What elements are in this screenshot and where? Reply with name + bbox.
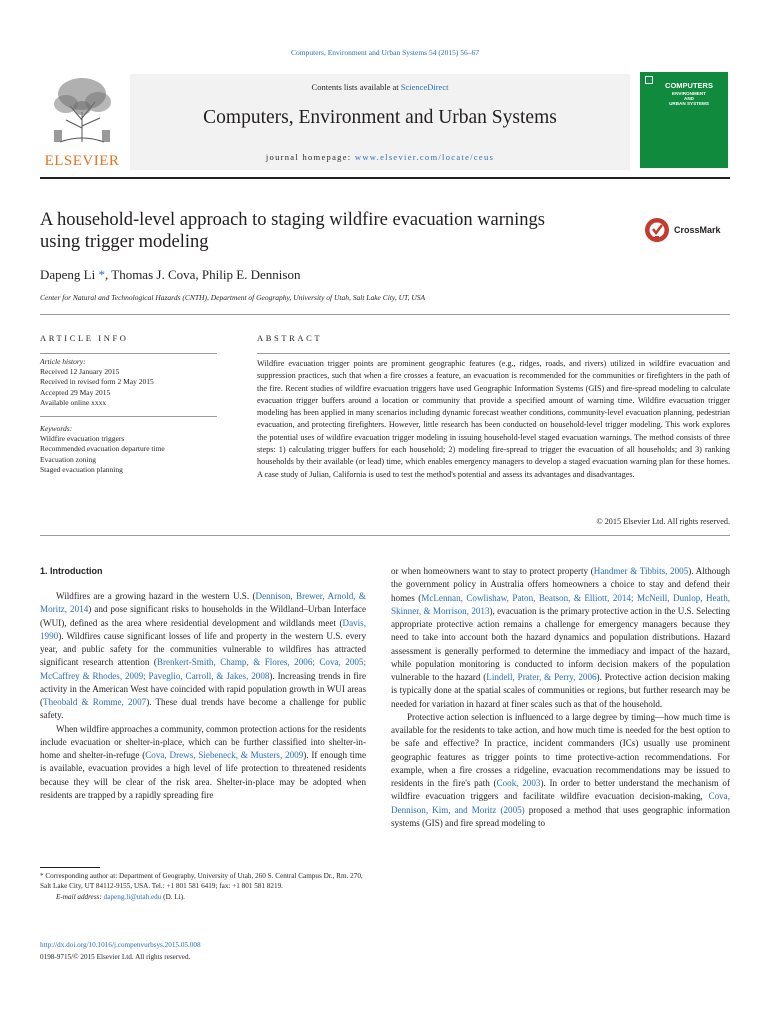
contents-prefix: Contents lists available at xyxy=(311,82,401,92)
journal-title: Computers, Environment and Urban Systems xyxy=(203,107,557,128)
journal-cover-thumbnail[interactable] xyxy=(640,72,728,168)
citation-link[interactable]: Dennison, Brewer, Arnold, & Moritz, 2014 xyxy=(40,591,367,615)
paragraph-text: When wildfire approaches a community, common protection actions for the residents include evacuation or shelter-in-place, which can be further classified into shelter-in-home and shelter-in-refuge ( xyxy=(40,723,366,760)
citation-link[interactable]: Handmer & Tibbits, 2005 xyxy=(593,566,689,576)
abstract-text: Wildfire evacuation trigger points are prominent geographic features (e.g., ridges, roads, and rivers) utilized in wildfire evacuation and suppression practices, such that when a fire crosses a feature, an evacuation is recommended for the communities or firefighters in the path of the fire. Recent studies of wildfire evacuation triggers have used Geographic Information Systems (GIS) and fire-spread modeling to calculate evacuation trigger buffers around a location or community that provide a specified amount of warning time. Wildfire evacuation trigger modeling has been applied in many scenarios including dynamic forecast weather conditions, community-level evacuation planning, pedestrian evacuation, and protecting firefighters. However, little research has been conducted on household-level trigger modeling. This work explores the potential uses of wildfire evacuation trigger modeling in issuing household-level staged evacuation warnings. The method consists of three steps: 1) calculating trigger buffers for each household; 2) modeling fire-spread to trigger the evacuation of all households; and 3) ranking households by their available (or lead) time, which enables emergency managers to develop a staged evacuation warning plan for these homes. A case study of Julian, California is used to test the method's potential and assess its advantages and disadvantages. xyxy=(257,359,730,479)
email-suffix: (D. Li). xyxy=(161,892,185,901)
front-matter-divider xyxy=(40,535,730,536)
elsevier-logo xyxy=(40,72,124,170)
history-item: Available online xxxx xyxy=(40,397,107,407)
history-item: Received 12 January 2015 xyxy=(40,367,120,377)
citation-link[interactable]: Brenkert-Smith, Champ, & Flores, 2006; Cova, 2005; McCaffrey & Rhodes, 2009; Paveglio, Carroll, & Jakes, 2008 xyxy=(40,657,366,681)
abstract-heading: ABSTRACT xyxy=(257,333,323,343)
body-column-left xyxy=(40,590,366,802)
abstract-copyright: © 2015 Elsevier Ltd. All rights reserved. xyxy=(596,517,730,526)
footnote-address xyxy=(40,871,366,892)
article-info-heading: ARTICLE INFO xyxy=(40,333,129,343)
paragraph xyxy=(391,711,730,830)
email-label: E-mail address: xyxy=(56,892,104,901)
citation-link[interactable]: McLennan, Cowlishaw, Paton, Beatson, & Elliott, 2014; McNeill, Dunlop, Heath, Skinner, & Morrison, 2013 xyxy=(391,592,731,616)
citation-link[interactable]: Cova, Drews, Siebeneck, & Musters, 2009 xyxy=(145,750,304,760)
paragraph-text: ). If enough time is available, evacuation provides a high level of life protection to threatened residents because they will be clear of the risk area. Shelter-in-place may be adopted when residents are trapped by a rapidly spreading fire xyxy=(40,750,367,800)
keyword-item: Recommended evacuation departure time xyxy=(40,444,165,454)
paragraph-text: ) and pose significant risks to households in the Wildland–Urban Interface (WUI), defined as the area where residential development and wildlands meet ( xyxy=(40,604,366,628)
paragraph-text: ). Protective action decision making is typically done at the spatial scales of communities or regions, but further research may be needed for variation in hazard at finer scales such as that of the household. xyxy=(391,672,730,709)
keyword-item: Staged evacuation planning xyxy=(40,464,123,474)
cover-title: COMPUTERS xyxy=(665,81,713,90)
corresponding-author-mark[interactable]: * xyxy=(95,267,105,282)
paragraph-text: ), evacuation is the primary protective action in the U.S. Selecting appropriate protective action remains a challenge for emergency managers because they need to take into account both the hazard dynamics and population distributions. Hazard assessment is generally performed to determine the immediacy and impact of the hazard, while population monitoring is conducted to inform decision makers of the population vulnerable to the hazard ( xyxy=(391,605,731,682)
paragraph-text: proposed a method that uses geographic information systems (GIS) and fire spread modeling to xyxy=(391,804,730,828)
header-divider xyxy=(40,177,730,179)
paragraph-text: Wildfires are a growing hazard in the western U.S. ( xyxy=(56,591,256,601)
homepage-link[interactable]: www.elsevier.com/locate/ceus xyxy=(354,152,495,162)
article-title xyxy=(40,209,600,253)
footnote-divider xyxy=(40,867,100,868)
abstract-divider xyxy=(257,353,730,354)
section-title: 1. Introduction xyxy=(40,566,103,576)
homepage-prefix: journal homepage: xyxy=(265,152,355,162)
paragraph-text: ). Although the government policy in Australia offers homeowners a choice to stay and defend their homes ( xyxy=(391,566,730,603)
footnote-email-line xyxy=(40,892,366,902)
article-info-divider xyxy=(40,353,217,354)
author-affiliation: Center for Natural and Technological Hazards (CNTH), Department of Geography, University of Utah, Salt Lake City, UT, USA xyxy=(40,293,426,302)
citation-link[interactable]: Davis, 1990 xyxy=(40,617,366,641)
co-author-names: , Thomas J. Cova, Philip E. Dennison xyxy=(104,267,301,282)
crossmark-button[interactable] xyxy=(644,216,739,244)
article-info-divider xyxy=(40,416,217,417)
article-title-line-1: A household-level approach to staging wildfire evacuation warnings xyxy=(40,210,546,230)
history-item: Accepted 29 May 2015 xyxy=(40,387,111,397)
paragraph-text: ). In order to better understand the mechanism of wildfire evacuation triggers and facilitate wildfire evacuation decision-making, xyxy=(391,778,730,802)
contents-line xyxy=(130,82,630,92)
elsevier-wordmark: ELSEVIER xyxy=(44,153,120,169)
citation-link[interactable]: Theobald & Romme, 2007 xyxy=(43,697,147,707)
paragraph-text: or when homeowners want to stay to protect property ( xyxy=(391,566,594,576)
paragraph-text: ). Wildfires cause significant losses of life and property in the western U.S. every year, and public safety for the communities vulnerable to wildfires has attracted significant research attention ( xyxy=(40,630,366,668)
footnote-mark: * xyxy=(40,872,44,880)
keyword-item: Evacuation zoning xyxy=(40,454,97,464)
paragraph-text: Protective action selection is influenced to a large degree by timing—how much time is available for the residents to take action, and how much time is needed for the best option to be safe and effective? In practice, incident commanders (ICs) usually use prominent geographic features as trigger points to time protective-action recommendations. For example, when a fire crosses a ridgeline, evacuation recommendations may be issued to residents in the fire's path ( xyxy=(391,711,730,788)
crossmark-label: CrossMark xyxy=(674,225,721,235)
citation-link[interactable]: Cova, Dennison, Kim, and Moritz (2005) xyxy=(391,791,730,815)
paragraph xyxy=(40,723,366,803)
paragraph xyxy=(40,590,366,723)
corresponding-author-footnote xyxy=(40,871,366,902)
article-history-label: Article history: xyxy=(40,357,86,366)
issn-copyright: 0198-9715/© 2015 Elsevier Ltd. All rights reserved. xyxy=(40,953,191,961)
keywords-list xyxy=(40,424,220,475)
citation-link[interactable]: Cook, 2003 xyxy=(496,778,541,788)
keyword-item: Wildfire evacuation triggers xyxy=(40,434,125,444)
email-link[interactable]: dapeng.li@utah.edu xyxy=(103,892,162,901)
keywords-label: Keywords: xyxy=(40,424,73,433)
journal-reference[interactable]: Computers, Environment and Urban Systems 54 (2015) 56–67 xyxy=(291,48,479,57)
cover-subtitle: ENVIRONMENT AND URBAN SYSTEMS xyxy=(669,91,709,106)
citation-link[interactable]: Lindell, Prater, & Perry, 2006 xyxy=(486,672,597,682)
author-list xyxy=(40,267,300,283)
author-name: Dapeng Li xyxy=(40,267,96,282)
cover-badge-icon xyxy=(645,76,653,84)
affiliation-divider xyxy=(40,314,730,315)
footnote-text: Corresponding author at: Department of Geography, University of Utah, 260 S. Central Campus Dr., Rm. 270, Salt Lake City, UT 84112-9155, USA. Tel.: +1 801 581 6419; fax: +1 801 581 8219. xyxy=(40,872,363,891)
body-column-right xyxy=(391,565,730,830)
history-item: Received in revised form 2 May 2015 xyxy=(40,377,154,387)
doi-link[interactable]: http://dx.doi.org/10.1016/j.compenvurbsys.2015.05.008 xyxy=(40,941,201,949)
paragraph xyxy=(391,565,730,711)
article-title-line-2: using trigger modeling xyxy=(40,232,209,252)
journal-homepage xyxy=(130,152,630,162)
sciencedirect-link[interactable]: ScienceDirect xyxy=(400,82,449,92)
paragraph-text: ). These dual trends have become a challenge for public safety. xyxy=(40,697,366,721)
paragraph-text: ). Increasing trends in fire activity in the American West have coincided with rapid population growth in WUI areas ( xyxy=(40,670,367,707)
article-history xyxy=(40,357,220,408)
crossmark-icon xyxy=(644,216,670,244)
